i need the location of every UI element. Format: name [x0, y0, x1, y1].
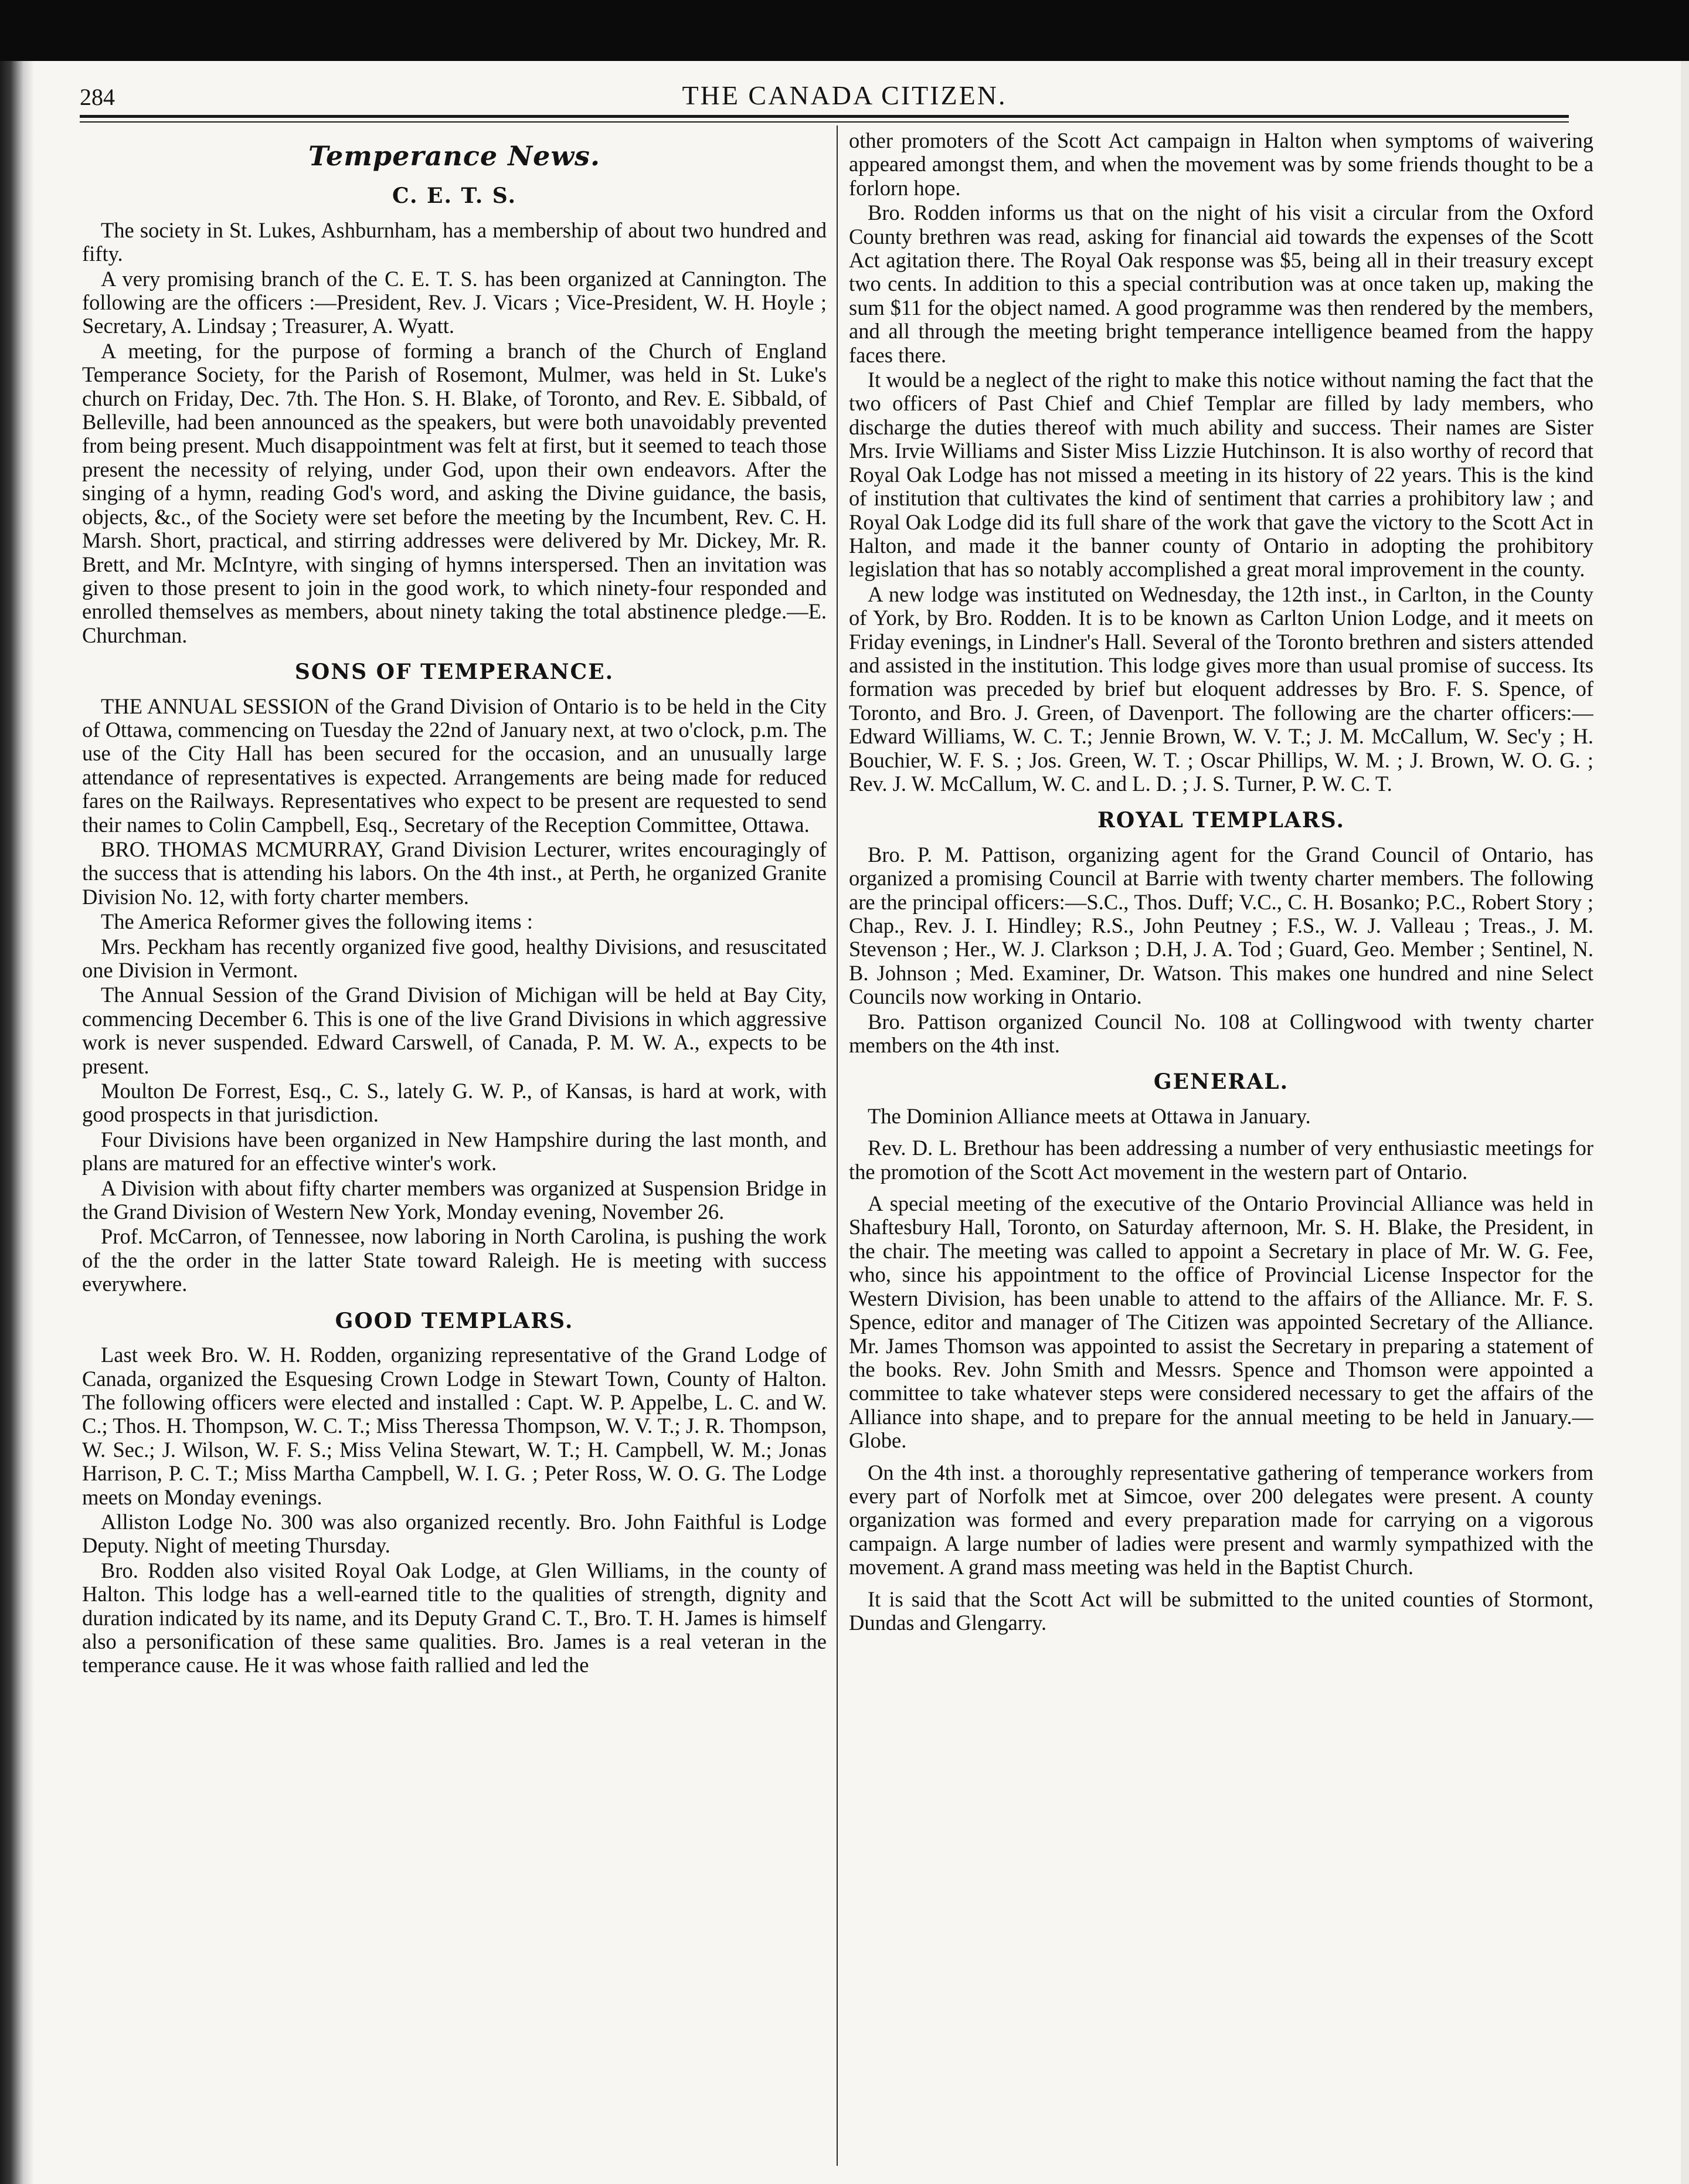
article-paragraph: Moulton De Forrest, Esq., C. S., lately G. W. P., of Kansas, is hard at work, with good prospects in that jurisdiction. [82, 1079, 827, 1127]
article-paragraph: It would be a neglect of the right to make this notice without naming the fact that the two officers of Past Chief and Chief Templar are filled by lady members, who discharge the duties thereof with much ability and success. Their names are Sister Mrs. Irvie Williams and Sister Miss Lizzie Hutchinson. It is also worthy of record that Royal Oak Lodge has not missed a meeting in its history of 22 years. This is the kind of institution that cultivates the kind of sentiment that carries a prohibitory law ; and Royal Oak Lodge did its full share of the work that gave the victory to the Scott Act in Halton, and made it the banner county of Ontario in adopting the prohibitory legislation that has so notably accomplished a great moral improvement in the county. [849, 368, 1593, 582]
article-paragraph: other promoters of the Scott Act campaign in Halton when symptoms of waivering appeared amongst them, and when the movement was by some friends thought to be a forlorn hope. [849, 129, 1593, 200]
scan-right-edge [1681, 61, 1689, 2184]
subsection-title: SONS OF TEMPERANCE. [294, 660, 614, 685]
article-paragraph: Mrs. Peckham has recently organized five good, healthy Divisions, and resuscitated one Division in Vermont. [82, 934, 827, 982]
article-paragraph: Four Divisions have been organized in New Hampshire during the last month, and plans are matured for an effective winter's work. [82, 1127, 827, 1176]
article-paragraph: Rev. D. L. Brethour has been addressing a number of very enthusiastic meetings for the promotion of the Scott Act movement in the western part of Ontario. [849, 1136, 1593, 1184]
article-paragraph: The America Reformer gives the following items : [101, 909, 533, 934]
article-paragraph: Prof. McCarron, of Tennessee, now laboring in North Carolina, is pushing the work of the the order in the latter State toward Raleigh. He is meeting with success everywhere. [82, 1224, 827, 1296]
subsection-title: ROYAL TEMPLARS. [1097, 808, 1345, 833]
article-paragraph: A very promising branch of the C. E. T. S. has been organized at Cannington. The following are the officers :—President, Rev. J. Vicars ; Vice-President, W. H. Hoyle ; Secretary, A. Lindsay ; Treasurer, A. Wyatt. [82, 266, 827, 338]
article-paragraph: A special meeting of the executive of the Ontario Provincial Alliance was held in Shaftesbury Hall, Toronto, on Saturday afternoon, Mr. S. H. Blake, the President, in the chair. The meeting was called to appoint a Secretary in place of Mr. W. G. Fee, who, since his appointment to the office of Provincial License Inspector for the Western Division, has been unable to attend to the affairs of the Alliance. Mr. F. S. Spence, editor and manager of The Citizen was appointed Secretary of the Alliance. Mr. James Thomson was appointed to assist the Secretary in preparing a statement of the books. Rev. John Smith and Messrs. Spence and Thomson were appointed a committee to take whatever steps were considered necessary to get the affairs of the Alliance into shape, and to prepare for the annual meeting to be held in January.—Globe. [849, 1191, 1593, 1453]
subsection-title: GOOD TEMPLARS. [335, 1308, 574, 1333]
article-paragraph: The Annual Session of the Grand Division of Michigan will be held at Bay City, commencing December 6. This is one of the live Grand Divisions in which aggressive work is never suspended. Edward Carswell, of Canada, P. M. W. A., expects to be present. [82, 983, 827, 1078]
left-column [82, 129, 827, 2152]
section-heading: Temperance News. [308, 140, 600, 172]
article-paragraph: A meeting, for the purpose of forming a branch of the Church of England Temperance Society, for the Parish of Rosemont, Mulmer, was held in St. Luke's church on Friday, Dec. 7th. The Hon. S. H. Blake, of Toronto, and Rev. E. Sibbald, of Belleville, had been announced as the speakers, but were both unavoidably prevented from being present. Much disappointment was felt at first, but it seemed to teach those present the necessity of relying, under God, upon their own endeavors. After the singing of a hymn, reading God's word, and asking the Divine guidance, the basis, objects, &c., of the Society were set before the meeting by the Incumbent, Rev. C. H. Marsh. Short, practical, and stirring addresses were delivered by Mr. Dickey, Mr. R. Brett, and Mr. McIntyre, with singing of hymns interspersed. Then an invitation was given to those present to join in the good work, to which ninety-four responded and enrolled themselves as members, about ninety taking the total abstinence pledge.—E. Churchman. [82, 338, 827, 647]
column-divider [837, 125, 838, 2166]
article-paragraph: Bro. Pattison organized Council No. 108 at Collingwood with twenty charter members on the 4th inst. [849, 1009, 1593, 1058]
header-rule-thin [80, 121, 1569, 123]
article-paragraph: BRO. THOMAS MCMURRAY, Grand Division Lecturer, writes encouragingly of the success that is attending his labors. On the 4th inst., at Perth, he organized Granite Division No. 12, with forty charter members. [82, 837, 827, 909]
article-paragraph: Bro. Rodden informs us that on the night of his visit a circular from the Oxford County brethren was read, asking for financial aid towards the expenses of the Scott Act agitation there. The Royal Oak response was $5, being all in their treasury except two cents. In addition to this a special contribution was at once taken up, making the sum $11 for the object named. A good programme was then rendered by the members, and all through the meeting bright temperance intelligence beamed from the happy faces there. [849, 201, 1593, 367]
article-paragraph: Alliston Lodge No. 300 was also organized recently. Bro. John Faithful is Lodge Deputy. Night of meeting Thursday. [82, 1509, 827, 1558]
right-column [849, 129, 1593, 2181]
running-title: THE CANADA CITIZEN. [682, 80, 1007, 110]
article-paragraph: THE ANNUAL SESSION of the Grand Division of Ontario is to be held in the City of Ottawa, commencing on Tuesday the 22nd of January next, at two o'clock, p.m. The use of the City Hall has been secured for the occasion, and an unusually large attendance of representatives is expected. Arrangements are being made for reduced fares on the Railways. Representatives who expect to be present are requested to send their names to Colin Campbell, Esq., Secretary of the Reception Committee, Ottawa. [82, 694, 827, 837]
article-paragraph: On the 4th inst. a thoroughly representative gathering of temperance workers from every part of Norfolk met at Simcoe, over 200 delegates were present. A county organization was formed and every preparation made for carrying on a vigorous campaign. A large number of ladies were present and warmly sympathized with the movement. A grand mass meeting was held in the Baptist Church. [849, 1460, 1593, 1580]
header-rule [80, 115, 1569, 118]
scan-top-band [0, 0, 1689, 61]
article-paragraph: Bro. Rodden also visited Royal Oak Lodge, at Glen Williams, in the county of Halton. This lodge has a well-earned title to the qualities of strength, dignity and duration indicated by its name, and its Deputy Grand C. T., Bro. T. H. James is himself also a personification of these same qualities. Bro. James is a real veteran in the temperance cause. He it was whose faith rallied and led the [82, 1558, 827, 1677]
article-paragraph: A new lodge was instituted on Wednesday, the 12th inst., in Carlton, in the County of York, by Bro. Rodden. It is to be known as Carlton Union Lodge, and it meets on Friday evenings, in Lindner's Hall. Several of the Toronto brethren and sisters attended and assisted in the institution. This lodge gives more than usual promise of success. Its formation was preceded by brief but eloquent addresses by Bro. F. S. Spence, of Toronto, and Bro. J. Green, of Davenport. The following are the charter officers:—Edward Williams, W. C. T.; Jennie Brown, W. V. T.; J. M. McCallum, W. Sec'y ; H. Bouchier, W. F. S. ; Jos. Green, W. T. ; Oscar Phillips, W. M. ; J. Brown, W. O. G. ; Rev. J. W. McCallum, W. C. and L. D. ; J. S. Turner, P. W. C. T. [849, 582, 1593, 796]
article-paragraph: Last week Bro. W. H. Rodden, organizing representative of the Grand Lodge of Canada, organized the Esquesing Crown Lodge in Stewart Town, County of Halton. The following officers were elected and installed : Capt. W. P. Appelbe, L. C. and W. C.; Thos. H. Thompson, W. C. T.; Miss Theressa Thompson, W. V. T.; J. R. Thompson, W. Sec.; J. Wilson, W. F. S.; Miss Velina Stewart, W. T.; H. Campbell, W. M.; Jonas Harrison, P. C. T.; Miss Martha Campbell, W. I. G. ; Peter Ross, W. O. G. The Lodge meets on Monday evenings. [82, 1343, 827, 1509]
article-paragraph: Bro. P. M. Pattison, organizing agent for the Grand Council of Ontario, has organized a promising Council at Barrie with twenty charter members. The following are the principal officers:—S.C., Thos. Duff; V.C., C. H. Bosanko; P.C., Robert Story ; Chap., Rev. J. I. Hindley; R.S., John Peutney ; F.S., W. J. Valleau ; Treas., J. M. Stevenson ; Her., W. J. Clarkson ; D.H, J. A. Tod ; Guard, Geo. Member ; Sentinel, N. B. Johnson ; Med. Examiner, Dr. Watson. This makes one hundred and nine Select Councils now working in Ontario. [849, 842, 1593, 1009]
article-paragraph: The society in St. Lukes, Ashburnham, has a membership of about two hundred and fifty. [82, 218, 827, 266]
page-number: 284 [80, 84, 115, 110]
scan-binding-edge [0, 61, 34, 2184]
article-paragraph: A Division with about fifty charter members was organized at Suspension Bridge in the Grand Division of Western New York, Monday evening, November 26. [82, 1176, 827, 1224]
subsection-title: C. E. T. S. [392, 184, 517, 209]
subsection-title: GENERAL. [1153, 1069, 1289, 1095]
article-paragraph: It is said that the Scott Act will be submitted to the united counties of Stormont, Dundas and Glengarry. [849, 1587, 1593, 1635]
article-paragraph: The Dominion Alliance meets at Ottawa in January. [868, 1103, 1311, 1128]
